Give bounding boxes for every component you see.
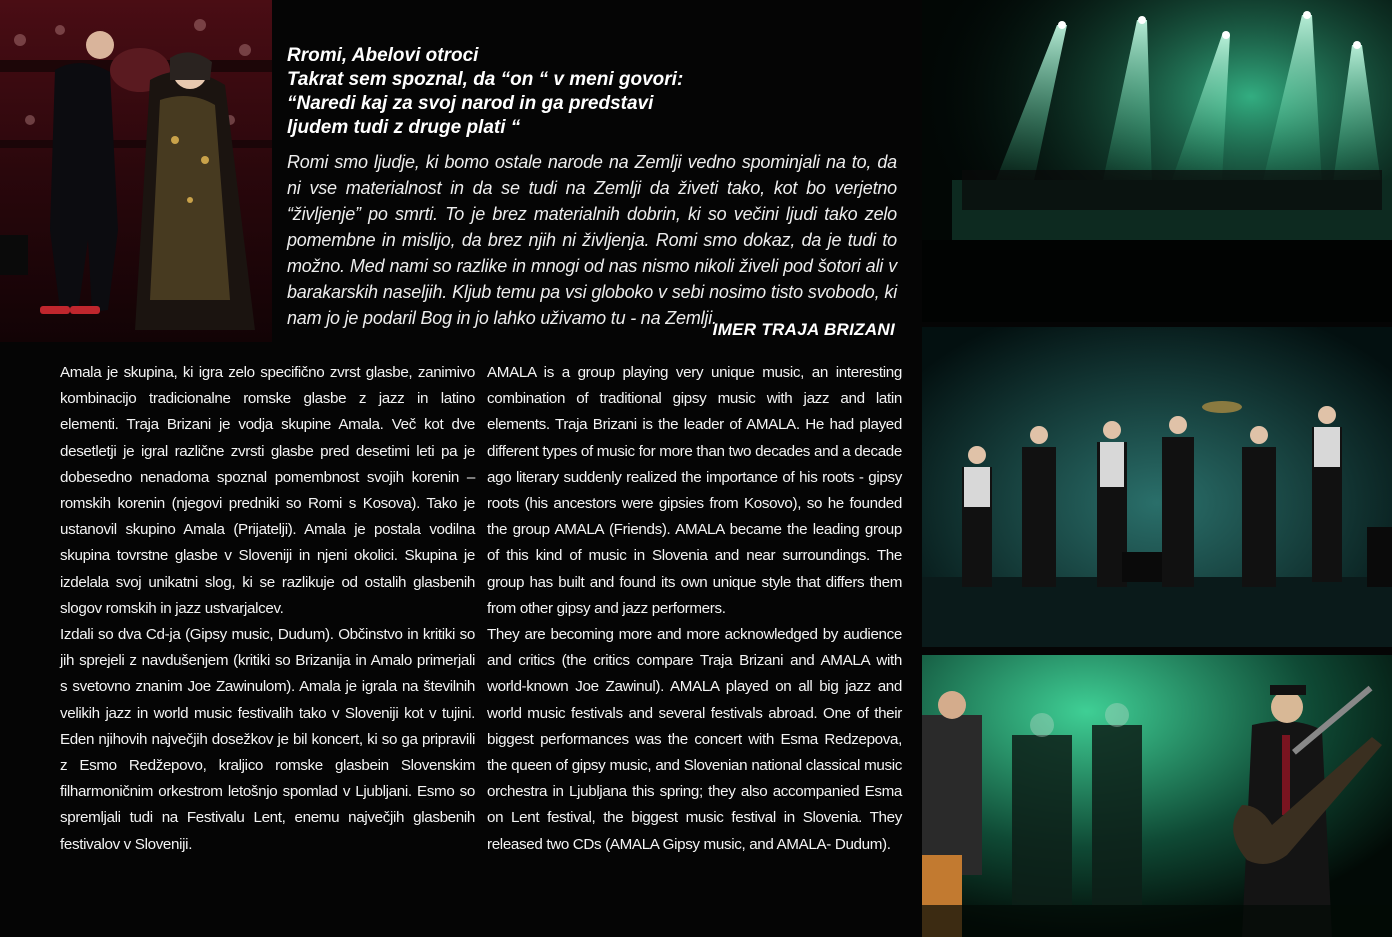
photo-band-on-stage: [922, 327, 1392, 647]
english-paragraph-2: They are becoming more and more acknowledged by audience and critics (the critics compare Traja Brizani and AMALA with world-known Joe Zawinul). AMALA played on all big jazz and world music festivals and several festivals abroad. One of their biggest performances was the concert with Esma Redzepova, the queen of gipsy music, and Slovenian national classical music orchestra in Ljubljana this spring; they also accompanied Esma on Lent festival, the biggest music festival in Slovenia. They released two CDs (AMALA Gipsy music, and AMALA- Dudum).: [487, 626, 902, 853]
photo-stage-spotlights: [922, 0, 1392, 322]
quote-title: Rromi, Abelovi otroci Takrat sem spoznal, da “on “ v meni govori: “Naredi kaj za svoj narod in ga predstavi ljudem tudi z druge plati “: [287, 45, 684, 138]
quote-body: Romi smo ljudje, ki bomo ostale narode na Zemlji vedno spominjali na to, da ni vse materialnost in da se tudi na Zemlji da živeti tako, kot bo verjetno “življenje” po smrti. To je brez materialnih dobrin, ki so večini ljudi tako zelo pomembne in mislijo, da brez njih ni življenja. Romi smo dokaz, da je tudi to možno. Med nami so razlike in mnogi od nas nismo nikoli živeli pod šotori ali v barakarskih naseljih. Kljub temu pa vsi globoko v sebi nosimo tisto svobodo, ki nam jo je podaril Bog in jo lahko uživamo tu - na Zemlji.: [287, 152, 897, 328]
slovenian-column: [60, 360, 475, 858]
english-paragraph-1: AMALA is a group playing very unique music, an interesting combination of traditional gipsy music with jazz and latin elements. Traja Brizani is the leader of AMALA. He had played different types of music for more than two decades and a decade ago literary suddenly realized the importance of his roots - gipsy roots (his ancestors were gipsies from Kosovo), so he founded the group AMALA (Friends). AMALA became the leading group of this kind of music in Slovenia and near surroundings. The group has built and found its own unique style that differs them from other gipsy and jazz performers.: [487, 364, 902, 617]
photo-guitarist-closeup: [922, 655, 1392, 937]
quote-author: IMER TRAJA BRIZANI: [712, 320, 895, 339]
slovenian-paragraph-2: Izdali so dva Cd-ja (Gipsy music, Dudum). Občinstvo in kritiki so jih sprejeli z navdušenjem (kritiki so Brizanija in Amalo primerjali s svetovno znanim Joe Zawinulom). Amala je igrala na številnih velikih jazz in world music festivalih tako v Sloveniji kot v tujini. Eden njihovih največjih dosežkov je bil koncert, ki so ga pripravili z Esmo Redžepovo, kraljico romske glasbein Slovenskim filharmoničnim orkestrom letošnjo spomlad v Ljubljani. Esmo so spremljali tudi na Festivalu Lent, enemu največjih glasbenih festivalov v Sloveniji.: [60, 626, 475, 853]
english-column: [487, 360, 902, 858]
photo-performers-handshake: [0, 0, 272, 342]
slovenian-paragraph-1: Amala je skupina, ki igra zelo specifično zvrst glasbe, zanimivo kombinacijo tradicionalne romske glasbe z jazz in latino elementi. Traja Brizani je vodja skupine Amala. Več kot dve desetletji je igral različne zvrsti glasbe pred desetimi leti pa je dobesedno nenadoma spoznal pomembnost svojih korenin – romskih korenin (njegovi predniki so Romi s Kosova). Tako je ustanovil skupino Amala (Prijatelji). Amala je postala vodilna skupina tovrstne glasbe v Sloveniji in njeni okolici. Skupina je izdelala svoj unikatni slog, ki se razlikuje od ostalih glasbenih slogov romskih in jazz ustvarjalcev.: [60, 364, 475, 617]
